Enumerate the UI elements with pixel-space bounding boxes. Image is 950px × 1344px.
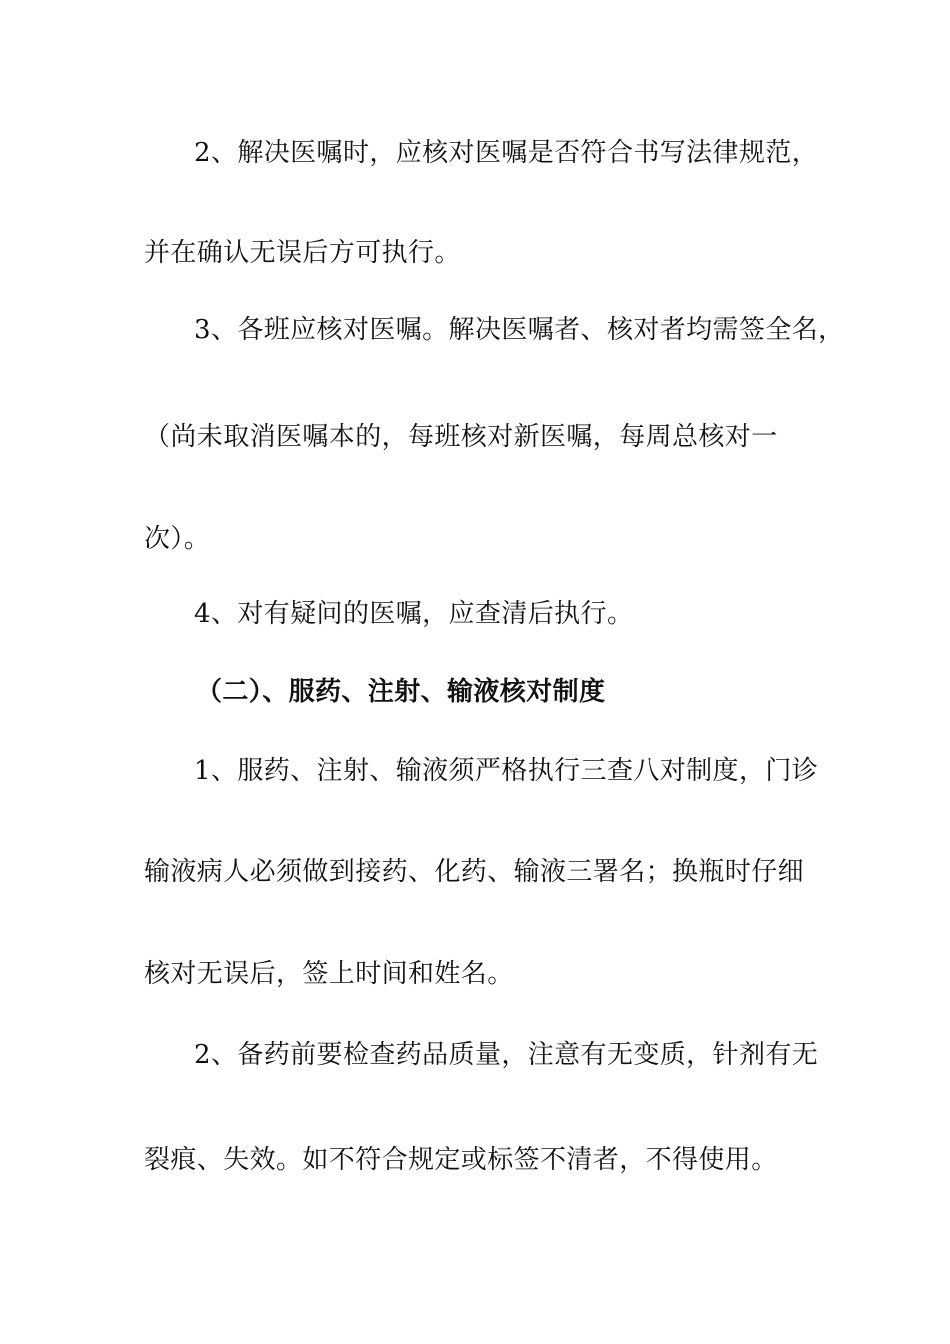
paragraph-line: （尚未取消医嘱本的，每班核对新医嘱，每周总核对一 (144, 422, 778, 452)
paragraph-line: 核对无误后，签上时间和姓名。 (144, 959, 514, 989)
paragraph-line: 次）。 (144, 524, 211, 554)
paragraph-line: 4、对有疑问的医嘱，应查清后执行。 (194, 599, 634, 629)
paragraph-line: 输液病人必须做到接药、化药、输液三署名；换瓶时仔细 (144, 857, 805, 887)
paragraph-line: 1、服药、注射、输液须严格执行三查八对制度，门诊 (194, 756, 819, 786)
paragraph-line: 并在确认无误后方可执行。 (144, 238, 461, 268)
paragraph-line: 3、各班应核对医嘱。解决医嘱者、核对者均需签全名， (194, 315, 845, 345)
paragraph-line: 2、备药前要检查药品质量，注意有无变质，针剂有无 (194, 1040, 819, 1070)
section-heading: （二）、服药、注射、输液核对制度 (196, 677, 606, 707)
paragraph-line: 2、解决医嘱时，应核对医嘱是否符合书写法律规范， (194, 138, 819, 168)
paragraph-line: 裂痕、失效。如不符合规定或标签不清者，不得使用。 (144, 1145, 778, 1175)
